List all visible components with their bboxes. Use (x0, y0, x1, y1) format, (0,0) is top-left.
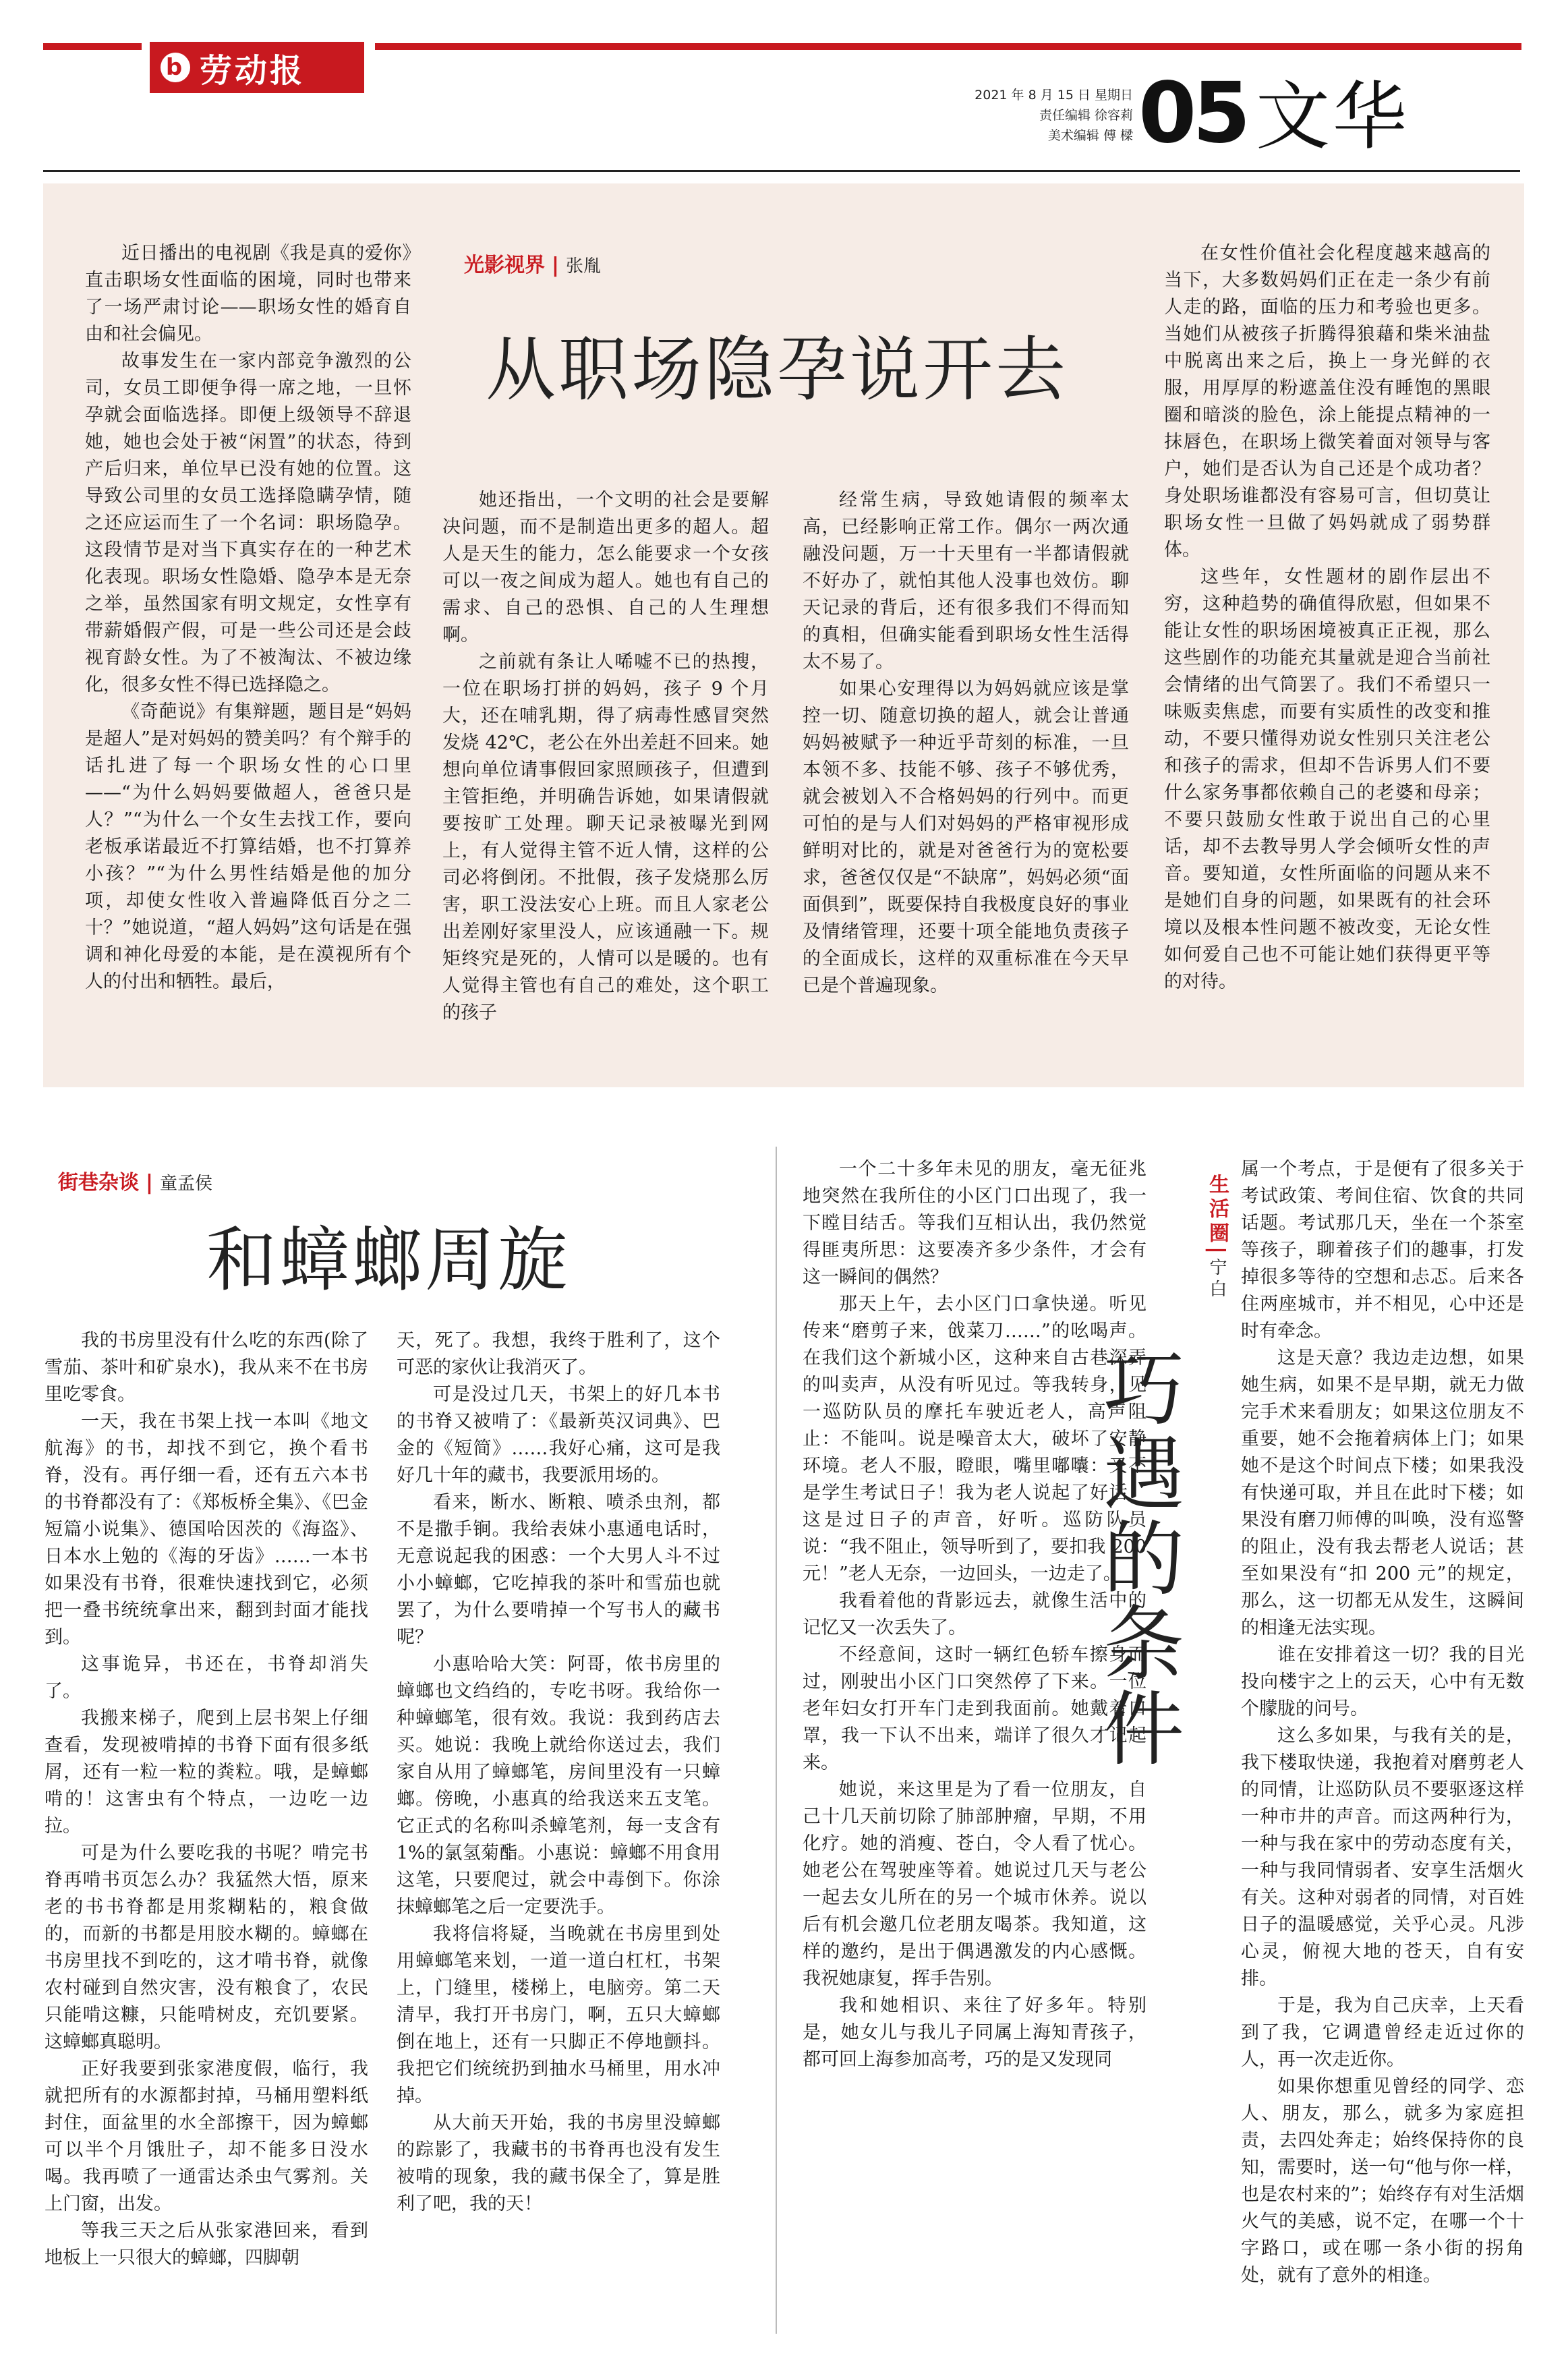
paragraph: 我的书房里没有什么吃的东西(除了雪茄、茶叶和矿泉水)，我从来不在书房里吃零食。 (45, 1330, 368, 1405)
paragraph: 之前就有条让人唏嘘不已的热搜，一位在职场打拼的妈妈，孩子 9 个月大，还在哺乳期，得了病毒性感冒突然发烧 42℃，老公在外出差赶不回来。她想向单位请事假回家照顾孩子，但遭到主管拒绝，并明确告诉她，如果请假就要按旷工处理。聊天记录被曝光到网上，有人觉得主管不近人情，这样的公司必将倒闭。不批假，孩子发烧那么厉害，职工没法安心上班。而且人家老公出差刚好家里没人，应该通融一下。规矩终究是死的，人情可以是暖的。也有人觉得主管也有自己的难处，这个职工的孩子 (442, 652, 769, 1023)
article2-column-2 (397, 1327, 720, 2218)
paragraph: 这是天意？我边走边想，如果她生病，如果不是早期，就无力做完手术来看朋友；如果这位朋友不重要，她不会拖着病体上门；如果她不是这个时间点下楼；如果我没有快递可取，并且在此时下楼；如果没有磨刀师傅的叫唤，没有巡警的阻止，没有我去帮老人说话；甚至如果没有“扣 200 元”的规定，那么，这一切都无从发生，这瞬间的相逢无法实现。 (1241, 1348, 1524, 1638)
paragraph: 于是，我为自己庆幸，上天看到了我，它调遣曾经走近过你的人，再一次走近你。 (1241, 1995, 1524, 2070)
paragraph: 谁在安排着这一切？我的目光投向楼宇之上的云天，心中有无数个朦胧的问号。 (1241, 1644, 1524, 1719)
logo-text: 劳动报 (200, 51, 306, 90)
article2-title: 和蟑螂周旋 (206, 1219, 571, 1301)
paragraph: 在女性价值社会化程度越来越高的当下，大多数妈妈们正在走一条少有前人走的路，面临的压力和考验也更多。当她们从被孩子折腾得狼藉和柴米油盐中脱离出来之后，换上一身光鲜的衣服，用厚厚的粉遮盖住没有睡饱的黑眼圈和暗淡的脸色，涂上能提点精神的一抹唇色，在职场上微笑着面对领导与客户，她们是否认为自己还是个成功者？身处职场谁都没有容易可言，但切莫让职场女性一旦做了妈妈就成了弱势群体。 (1164, 243, 1490, 561)
paragraph: 小惠哈哈大笑：阿哥，侬书房里的蟑螂也文绉绉的，专吃书呀。我给你一种蟑螂笔，很有效。我说：我到药店去买。她说：我晚上就给你送过去，我们家自从用了蟑螂笔，房间里没有一只蟑螂。傍晚，小惠真的给我送来五支笔。它正式的名称叫杀蟑笔剂，每一支含有 1%的氯氢菊酯。小惠说：蟑螂不用食用这笔，只要爬过，就会中毒倒下。你涂抹蟑螂笔之后一定要洗手。 (397, 1654, 720, 1918)
art-editor-credit: 美术编辑 傅 樑 (1047, 128, 1133, 143)
paragraph: 她说，来这里是为了看一位朋友，自己十几天前切除了肺部肿瘤，早期，不用化疗。她的消瘦、苍白，令人看了忧心。她老公在驾驶座等着。她说过几天与老公一起去女儿所在的另一个城市休养。说以后有机会邀几位老朋友喝茶。我知道，这样的邀约，是出于偶遇激发的内心感慨。我祝她康复，挥手告别。 (803, 1779, 1146, 1989)
paragraph: 一天，我在书架上找一本叫《地文航海》的书，却找不到它，换个看书脊，没有。再仔细一看，还有五六本书的书脊都没有了：《郑板桥全集》、《巴金短篇小说集》、德国哈因茨的《海盗》、日本水上勉的《海的牙齿》……一本书如果没有书脊，很难快速找到它，必须把一叠书统统拿出来，翻到封面才能找到。 (45, 1411, 368, 1648)
paragraph: 那天上午，去小区门口拿快递。听见传来“磨剪子来，戗菜刀……”的吆喝声。在我们这个新城小区，这种来自古巷深弄的叫卖声，从没有听见过。等我转身，见一巡防队员的摩托车驶近老人，高声阻止：不能叫。说是噪音太大，破坏了安静环境。老人不服，瞪眼，嘴里嘟囔：又不是学生考试日子！我为老人说起了好话：这是过日子的声音，好听。巡防队员说：“我不阻止，领导听到了，要扣我 200 元！”老人无奈，一边回头，一边走了。 (803, 1294, 1146, 1584)
paragraph: 《奇葩说》有集辩题，题目是“妈妈是超人”是对妈妈的赞美吗？有个辩手的话扎进了每一个职场女性的心口里——“为什么妈妈要做超人，爸爸只是人？”“为什么一个女生去找工作，要向老板承诺最近不打算结婚，也不打算养小孩？”“为什么男性结婚是他的加分项，却使女性收入普遍降低百分之二十？”她说道，“超人妈妈”这句话是在强调和神化母爱的本能，是在漠视所有个人的付出和牺牲。最后， (85, 701, 411, 992)
newspaper-logo (150, 42, 364, 93)
article2-rubric: 街巷杂谈 | 童孟侯 (58, 1171, 212, 1195)
paragraph: 我搬来梯子，爬到上层书架上仔细查看，发现被啃掉的书脊下面有很多纸屑，还有一粒一粒的粪粒。哦，是蟑螂啃的！这害虫有个特点，一边吃一边拉。 (45, 1708, 368, 1837)
section-title: 文华 (1256, 74, 1410, 160)
article1-title: 从职场隐孕说开去 (486, 328, 1069, 411)
paragraph: 看来，断水、断粮、喷杀虫剂，都不是撒手锏。我给表妹小惠通电话时，无意说起我的困惑：一个大男人斗不过小小蟑螂，它吃掉我的茶叶和雪茄也就罢了，为什么要啃掉一个写书人的藏书呢？ (397, 1492, 720, 1648)
paragraph: 不经意间，这时一辆红色轿车擦身而过，刚驶出小区门口突然停了下来。一位老年妇女打开车门走到我面前。她戴着口罩，我一下认不出来，端详了很久才记起来。 (803, 1644, 1146, 1773)
paragraph: 可是没过几天，书架上的好几本书的书脊又被啃了：《最新英汉词典》、巴金的《短简》……我好心痛，这可是我好几十年的藏书，我要派用场的。 (397, 1384, 720, 1486)
header-divider (43, 170, 1520, 172)
column-divider (776, 1147, 777, 2334)
paragraph: 如果心安理得以为妈妈就应该是掌控一切、随意切换的超人，就会让普通妈妈被赋予一种近乎苛刻的标准，一旦本领不多、技能不够、孩子不够优秀，就会被划入不合格妈妈的行列中。而更可怕的是与人们对妈妈的严格审视形成鲜明对比的，就是对爸爸行为的宽松要求，爸爸仅仅是“不缺席”，妈妈必须“面面俱到”，既要保持自我极度良好的事业及情绪管理，还要十项全能地负责孩子的全面成长，这样的双重标准在今天早已是个普遍现象。 (803, 679, 1129, 996)
paragraph: 如果你想重见曾经的同学、恋人、朋友，那么，就多为家庭担责，去四处奔走；始终保持你的良知，需要时，送一句“他与你一样，也是农村来的”；始终存有对生活烟火气的美感，说不定，在哪一个十字路口，或在哪一条小街的拐角处，就有了意外的相逢。 (1241, 2076, 1524, 2286)
paragraph: 我看着他的背影远去，就像生活中的记忆又一次丢失了。 (803, 1590, 1146, 1638)
article3-rubric: 生活圈|宁白 (1205, 1174, 1229, 1301)
page-number: 05 (1138, 65, 1247, 162)
article1-column-1 (85, 240, 411, 996)
logo-mark-icon: b (161, 53, 190, 82)
paragraph: 故事发生在一家内部竞争激烈的公司，女员工即便争得一席之地，一旦怀孕就会面临选择。即便上级领导不辞退她，她也会处于被“闲置”的状态，待到产后归来，单位早已没有她的位置。这导致公司里的女员工选择隐瞒孕情，随之还应运而生了一个名词：职场隐孕。这段情节是对当下真实存在的一种艺术化表现。职场女性隐婚、隐孕本是无奈之举，虽然国家有明文规定，女性享有带薪婚假产假，可是一些公司还是会歧视育龄女性。为了不被淘汰、不被边缘化，很多女性不得已选择隐之。 (85, 351, 411, 695)
editor-credit: 责任编辑 徐容莉 (1039, 108, 1133, 123)
article3-column-2 (1241, 1156, 1524, 2289)
paragraph: 属一个考点，于是便有了很多关于考试政策、考间住宿、饮食的共同话题。考试那几天，坐在一个茶室等孩子，聊着孩子们的趣事，打发掉很多等待的空想和忐忑。后来各住两座城市，并不相见，心中还是时有牵念。 (1241, 1159, 1524, 1342)
paragraph: 正好我要到张家港度假，临行，我就把所有的水源都封掉，马桶用塑料纸封住，面盆里的水全部擦干，因为蟑螂可以半个月饿肚子，却不能多日没水喝。我再喷了一通雷达杀虫气雾剂。关上门窗，出发。 (45, 2059, 368, 2214)
article1-rubric: 光影视界 | 张胤 (464, 254, 601, 277)
author-name: 童孟侯 (159, 1174, 212, 1194)
article2-column-1 (45, 1327, 368, 2272)
rubric-label: 街巷杂谈 (58, 1171, 139, 1195)
rubric-label: 光影视界 (464, 254, 545, 277)
rubric-label: 生活圈 (1205, 1174, 1229, 1246)
issue-date: 2021 年 8 月 15 日 星期日 (975, 88, 1133, 103)
paragraph: 她还指出，一个文明的社会是要解决问题，而不是制造出更多的超人。超人是天生的能力，怎么能要求一个女孩可以一夜之间成为超人。她也有自己的需求、自己的恐惧、自己的人生理想啊。 (442, 490, 769, 645)
paragraph: 这些年，女性题材的剧作层出不穷，这种趋势的确值得欣慰，但如果不能让女性的职场困境被真正正视，那么这些剧作的功能充其量就是迎合当前社会情绪的出气筒罢了。我们不希望只一味贩卖焦虑，而要有实质性的改变和推动，不要只懂得劝说女性别只关注老公和孩子的需求，但却不告诉男人们不要什么家务事都依赖自己的老婆和母亲；不要只鼓励女性敢于说出自己的心里话，却不去教导男人学会倾听女性的声音。要知道，女性所面临的问题从来不是她们自身的问题，如果既有的社会环境以及根本性问题不被改变，无论女性如何爱自己也不可能让她们获得更平等的对待。 (1164, 567, 1490, 992)
paragraph: 近日播出的电视剧《我是真的爱你》直击职场女性面临的困境，同时也带来了一场严肃讨论——职场女性的婚育自由和社会偏见。 (85, 243, 411, 345)
paragraph: 一个二十多年未见的朋友，毫无征兆地突然在我所住的小区门口出现了，我一下瞠目结舌。等我们互相认出，我仍然觉得匪夷所思：这要凑齐多少条件，才会有这一瞬间的偶然？ (803, 1159, 1146, 1288)
paragraph: 这事诡异，书还在，书脊却消失了。 (45, 1654, 368, 1702)
paragraph: 等我三天之后从张家港回来，看到地板上一只很大的蟑螂，四脚朝 (45, 2220, 368, 2268)
paragraph: 这么多如果，与我有关的是，我下楼取快递，我抱着对磨剪老人的同情，让巡防队员不要驱逐这样一种市井的声音。而这两种行为，一种与我在家中的劳动态度有关，一种与我同情弱者、安享生活烟火有关。这种对弱者的同情，对百姓日子的温暖感觉，关乎心灵。凡涉心灵，俯视大地的苍天，自有安排。 (1241, 1725, 1524, 1989)
paragraph: 我将信将疑，当晚就在书房里到处用蟑螂笔来划，一道一道白杠杠，书架上，门缝里，楼梯上，电脑旁。第二天清早，我打开书房门，啊，五只大蟑螂倒在地上，还有一只脚正不停地颤抖。我把它们统统扔到抽水马桶里，用水冲掉。 (397, 1924, 720, 2106)
paragraph: 可是为什么要吃我的书呢？啃完书脊再啃书页怎么办？我猛然大悟，原来老的书书脊都是用浆糊粘的，粮食做的，而新的书都是用胶水糊的。蟑螂在书房里找不到吃的，这才啃书脊，就像农村碰到自然灾害，没有粮食了，农民只能啃这糠，只能啃树皮，充饥要紧。这蟑螂真聪明。 (45, 1843, 368, 2052)
paragraph: 经常生病，导致她请假的频率太高，已经影响正常工作。偶尔一两次通融没问题，万一十天里有一半都请假就不好办了，就怕其他人没事也效仿。聊天记录的背后，还有很多我们不得而知的真相，但确实能看到职场女性生活得太不易了。 (803, 490, 1129, 672)
author-name: 宁白 (1207, 1257, 1227, 1301)
author-name: 张胤 (565, 256, 601, 277)
article3-title: 巧遇的条件 (1090, 1346, 1184, 1771)
top-red-rule-left (43, 43, 142, 50)
article1-column-3 (803, 487, 1129, 1000)
top-red-rule-right (375, 43, 1521, 50)
paragraph: 从大前天开始，我的书房里没蟑螂的踪影了，我藏书的书脊再也没有发生被啃的现象，我的藏书保全了，算是胜利了吧，我的天！ (397, 2113, 720, 2214)
header-meta (951, 85, 1133, 146)
article1-column-4 (1164, 240, 1490, 996)
paragraph: 天，死了。我想，我终于胜利了，这个可恶的家伙让我消灭了。 (397, 1330, 720, 1378)
paragraph: 我和她相识、来往了好多年。特别是，她女儿与我儿子同属上海知青孩子，都可回上海参加高考，巧的是又发现同 (803, 1995, 1146, 2070)
article1-column-2 (442, 487, 769, 1027)
